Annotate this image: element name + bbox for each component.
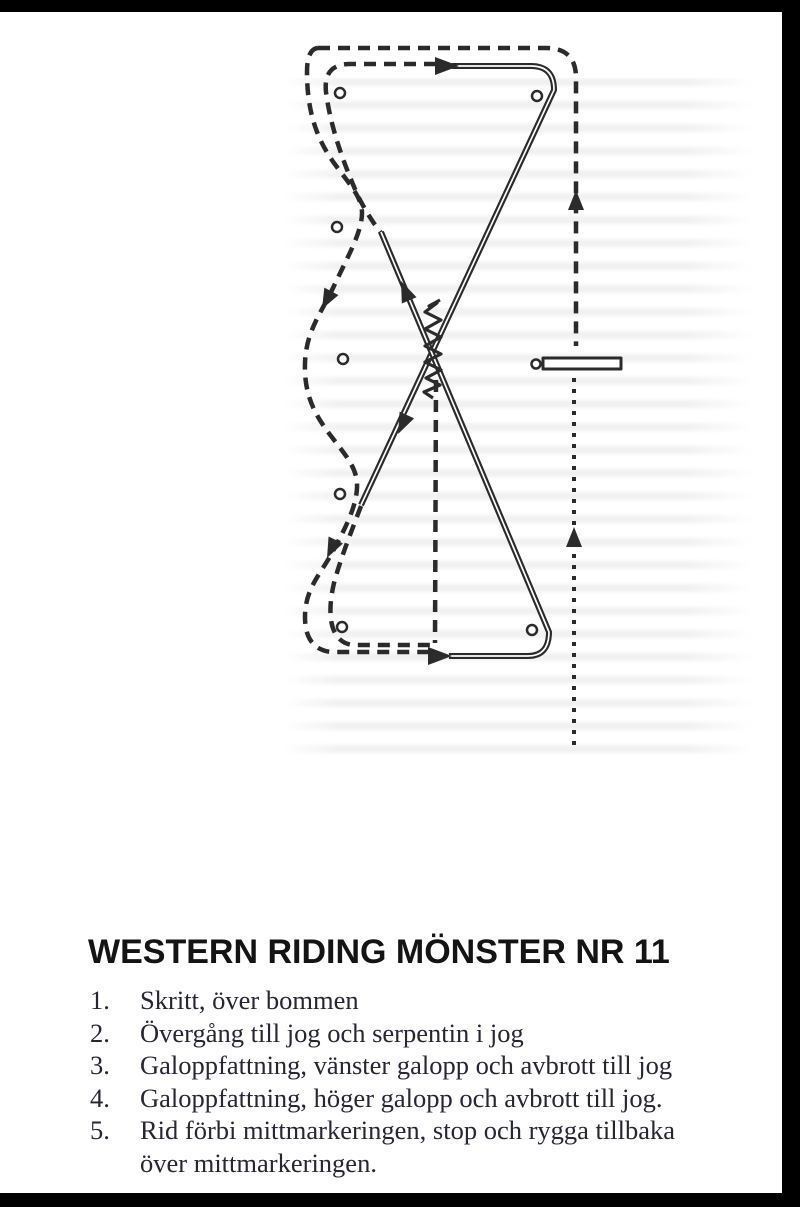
pattern-step (88, 984, 768, 1017)
step-number: 1. (90, 985, 110, 1015)
step-text: Skritt, över bommen (140, 985, 359, 1015)
lope-top-loop (361, 66, 554, 505)
serpentine-arrow (315, 288, 339, 313)
pole-bommen (543, 358, 621, 369)
jog-up-arrow (568, 190, 584, 210)
pattern-steps-list (88, 984, 768, 1179)
scan-border-right (782, 0, 800, 1207)
jog-dashed-paths (305, 48, 576, 652)
cone-marker (332, 222, 342, 232)
lope-depart-arrow (435, 57, 459, 75)
scan-border-bottom (0, 1193, 800, 1207)
pattern-step (88, 1114, 768, 1179)
pattern-step (88, 1049, 768, 1082)
lope-solid-paths (361, 66, 554, 656)
step-text: Rid förbi mittmarkeringen, stop och rygga tillbaka (140, 1115, 676, 1145)
lope-depart-arrow (428, 647, 452, 665)
step-text: Övergång till jog och serpentin i jog (140, 1017, 524, 1048)
cone-marker (337, 622, 347, 632)
cone-marker (527, 625, 537, 635)
serpentine-arrow (320, 537, 343, 562)
cone-marker (335, 489, 345, 499)
cone-marker-at-pole (532, 360, 541, 369)
step-text: Galoppfattning, höger galopp och avbrott till jog. (140, 1082, 663, 1113)
cone-marker (338, 354, 348, 364)
back-up-zigzag (424, 300, 441, 398)
pattern-description (88, 933, 768, 1179)
pattern-title: WESTERN RIDING MÖNSTER NR 11 (88, 933, 670, 971)
scan-border-top (0, 0, 800, 12)
step-number: 2. (90, 1017, 110, 1048)
step-text-wrap: över mittmarkeringen. (140, 1147, 377, 1178)
pattern-step (88, 1082, 768, 1115)
cone-marker (532, 91, 542, 101)
step-number: 3. (90, 1050, 110, 1080)
pattern-step (88, 1017, 768, 1050)
step-number: 4. (90, 1082, 110, 1113)
jog-serpentine-path (305, 48, 434, 652)
step-number: 5. (90, 1115, 110, 1145)
jog-centre-line (435, 380, 436, 643)
walk-up-arrow (566, 527, 582, 547)
cone-marker (335, 88, 345, 98)
step-text: Galoppfattning, vänster galopp och avbrott till jog (140, 1050, 673, 1080)
